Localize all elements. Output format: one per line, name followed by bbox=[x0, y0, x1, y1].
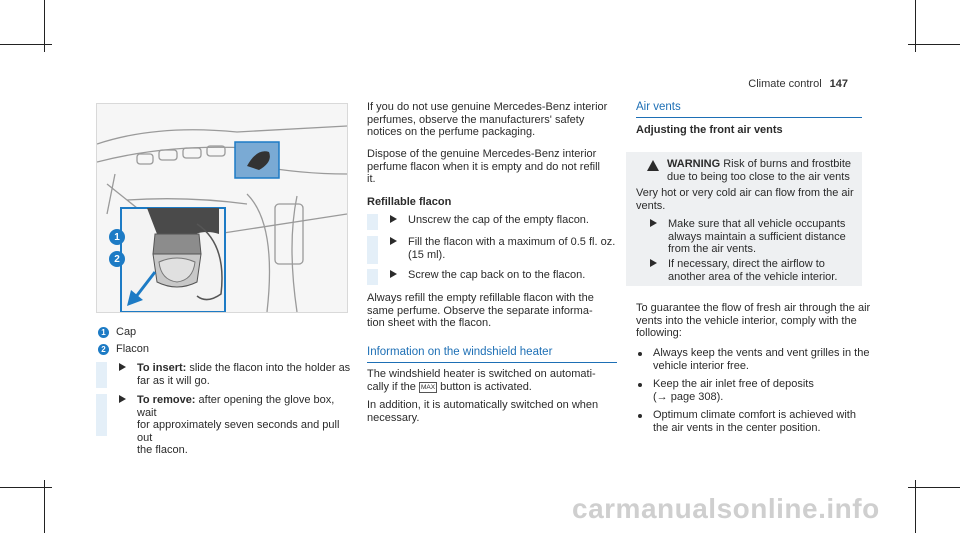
windshield-heater-auto: In addition, it is automatically switched on when necessary. bbox=[367, 399, 599, 424]
callout-badge-2: 2 bbox=[109, 251, 125, 267]
step-bar bbox=[96, 362, 107, 388]
warning-step: Make sure that all vehicle occupants always maintain a sufficient distance from the air vents. bbox=[636, 218, 862, 258]
step-bar bbox=[367, 269, 378, 285]
crop-mark bbox=[915, 0, 916, 52]
warning-label: WARNING bbox=[667, 158, 721, 170]
warning-header: WARNING Risk of burns and frostbite due to being too close to the air vents bbox=[667, 158, 852, 183]
step-arrow-icon bbox=[390, 237, 397, 245]
step-label: To remove: bbox=[137, 394, 196, 406]
step-bar bbox=[96, 394, 107, 436]
callout-item bbox=[98, 341, 149, 358]
disposal-notice: Dispose of the genuine Mercedes-Benz interior perfume flacon when it is empty and do not refill it. bbox=[367, 148, 600, 186]
bullet-icon bbox=[638, 383, 642, 387]
callout-number: 2 bbox=[98, 344, 109, 355]
warning-step: If necessary, direct the airflow to another area of the vehicle interior. bbox=[636, 258, 862, 286]
refill-notice: Always refill the empty refillable flacon with the same perfume. Observe the separate informa- tion sheet with the flacon. bbox=[367, 292, 594, 330]
section-rule bbox=[367, 362, 617, 363]
crop-mark bbox=[915, 480, 916, 533]
windshield-heater-heading: Information on the windshield heater bbox=[367, 346, 553, 358]
step-bar bbox=[367, 214, 378, 230]
step-arrow-icon bbox=[390, 215, 397, 223]
air-vents-heading: Air vents bbox=[636, 101, 681, 113]
windshield-heater-text: The windshield heater is switched on automati- cally if the MAX button is activated. bbox=[367, 368, 596, 393]
step-text: after opening the glove box, wait bbox=[137, 394, 335, 419]
step-text: the flacon. bbox=[137, 444, 188, 457]
max-defrost-icon: MAX bbox=[420, 383, 436, 391]
callout-label: Cap bbox=[116, 326, 137, 338]
callout-badge-1: 1 bbox=[109, 229, 125, 245]
chapter-title: Climate control bbox=[748, 78, 822, 90]
page-header bbox=[748, 78, 848, 90]
genuine-perfume-notice: If you do not use genuine Mercedes-Benz interior perfumes, observe the manufacturers' safety notices on the perfume packaging. bbox=[367, 101, 608, 139]
bullet-icon bbox=[638, 352, 642, 356]
page-number: 147 bbox=[829, 78, 848, 90]
insert-step bbox=[96, 362, 356, 388]
list-item: Optimum climate comfort is achieved with the air vents in the center position. bbox=[653, 409, 856, 434]
step-text: slide the flacon into the holder as bbox=[189, 362, 351, 374]
air-flow-guidance: To guarantee the flow of fresh air through the air vents into the vehicle interior, comply with the following: bbox=[636, 302, 871, 340]
watermark: carmanualsonline.info bbox=[572, 493, 880, 524]
callout-item bbox=[98, 324, 149, 341]
warning-text: Very hot or very cold air can flow from the air vents. bbox=[636, 187, 854, 212]
remove-step bbox=[96, 394, 356, 457]
callout-number: 1 bbox=[98, 327, 109, 338]
refill-step: Screw the cap back on to the flacon. bbox=[367, 269, 617, 285]
callout-label: Flacon bbox=[116, 343, 150, 355]
step-text: for approximately seven seconds and pull out bbox=[137, 419, 340, 444]
crop-mark bbox=[44, 480, 45, 533]
refill-step: Fill the flacon with a maximum of 0.5 fl. oz. (15 ml). bbox=[367, 236, 617, 264]
step-arrow-icon bbox=[650, 259, 657, 267]
step-arrow-icon bbox=[119, 363, 126, 371]
list-item: Always keep the vents and vent grilles in the vehicle interior free. bbox=[653, 347, 870, 372]
refill-step: Unscrew the cap of the empty flacon. bbox=[367, 214, 617, 230]
step-text: far as it will go. bbox=[137, 374, 210, 387]
front-air-vents-subheading: Adjusting the front air vents bbox=[636, 124, 783, 136]
step-arrow-icon bbox=[119, 395, 126, 403]
step-arrow-icon bbox=[650, 219, 657, 227]
step-arrow-icon bbox=[390, 270, 397, 278]
callout-legend bbox=[98, 324, 149, 358]
list-item: Keep the air inlet free of deposits (→ page 308). bbox=[653, 378, 814, 403]
bullet-icon bbox=[638, 414, 642, 418]
step-bar bbox=[367, 236, 378, 264]
section-rule bbox=[636, 117, 862, 118]
page-reference-link[interactable]: (→ page 308). bbox=[653, 390, 724, 403]
refillable-flacon-heading: Refillable flacon bbox=[367, 196, 452, 208]
warning-triangle-icon bbox=[647, 160, 659, 171]
step-label: To insert: bbox=[137, 362, 187, 374]
dashboard-drawing bbox=[97, 104, 347, 312]
crop-mark bbox=[44, 0, 45, 52]
flacon-illustration bbox=[96, 103, 348, 313]
